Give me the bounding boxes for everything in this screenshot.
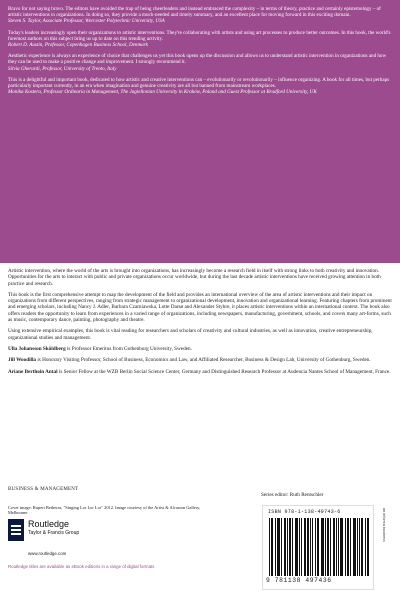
barcode-bar: [281, 518, 282, 576]
editor-bio: [8, 357, 394, 363]
barcode-bar: [354, 518, 355, 576]
description-paragraph: Artistic intervention, where the world of the arts is brought into organizations, has increasingly become a research field in itself with strong links to both creativity and innovation. Opportunities for the arts to interact with public and private organizations occur worldwide, but during the last decade artistic interventions have received growing attention in both practice and research.: [8, 268, 381, 287]
barcode-bar: [336, 518, 337, 576]
barcode-bar: [325, 518, 326, 576]
review-text: This is a delightful and important book, dedicated to how artistic and creative interventions can – evolutionarily or revolutionarily – influence organizing. A book for all times, but perhaps particularly important currently, in an era when imagination and genuine creativity are all but banned from mainstream workplaces.: [8, 76, 390, 90]
routledge-mark-icon: [8, 519, 24, 541]
review-4: [8, 77, 392, 96]
barcode-bar: [334, 518, 335, 576]
editor-bio-text: is Professor Emeritus from Gothenburg University, Sweden.: [65, 345, 192, 352]
editor-name: Ulla Johansson Sköldberg: [8, 345, 66, 352]
barcode-bar: [287, 518, 288, 576]
barcode-bar: [305, 518, 306, 576]
barcode-bar: [359, 518, 360, 576]
barcode-bar: [361, 518, 362, 576]
barcode-bar: [272, 518, 273, 576]
description-paragraph: Using extensive empirical examples, this book is vital reading for researchers and scholars of creativity and cultural industries, as well as innovation, creative entrepreneurship, organizational studies and management.: [8, 328, 373, 341]
editor-bio: [8, 369, 394, 375]
barcode-bar: [348, 518, 349, 576]
review-text: Aesthetic experience is always an experience of choice that challenges us yet this book opens up the discussion and allows us to understand artistic intervention in organizations and how they can be used to make a positive change and improvement. I strongly recommend it.: [8, 53, 387, 66]
barcode-bar: [357, 518, 358, 576]
barcode-bar: [299, 518, 300, 576]
barcode-bar: [318, 518, 319, 576]
barcode-number: 9 781138 497436: [266, 577, 332, 584]
barcode-bar: [327, 518, 328, 576]
editor-bio: [8, 346, 394, 352]
book-description: [8, 268, 394, 380]
barcode-bar: [315, 518, 316, 576]
review-attribution: Silvia Gherardi, Professor, University of Trento, Italy: [8, 65, 117, 72]
barcode-bar: [322, 518, 323, 576]
barcode-bar: [368, 518, 369, 576]
cover-credit: Cover image: Rupert Betheras, "Singing Lor Lor Lor" 2012. Image courtesy of the Artist & Alcaston Gallery, Melbourne.: [8, 505, 201, 516]
barcode-bar: [353, 518, 354, 576]
barcode-bar: [275, 518, 276, 576]
barcode-bar: [350, 518, 351, 576]
barcode-bar: [323, 518, 324, 576]
barcode-bar: [292, 518, 293, 576]
editor-name: Jill Woodilla: [8, 357, 37, 364]
isbn-label: ISBN 978-1-138-49743-6: [268, 509, 341, 515]
barcode-bar: [307, 518, 308, 576]
publisher-url[interactable]: www.routledge.com: [28, 551, 67, 556]
barcode-bar: [289, 518, 290, 576]
barcode-bar: [317, 518, 318, 576]
barcode-bar: [284, 518, 285, 576]
barcode-bar: [296, 518, 297, 576]
editor-name: Ariane Berthoin Antal: [8, 368, 58, 375]
barcode-bar: [342, 518, 343, 576]
review-2: [8, 30, 392, 49]
barcode-block: [262, 505, 374, 590]
barcode-bar: [304, 518, 305, 576]
barcode-bar: [362, 518, 363, 576]
barcode-bar: [279, 518, 280, 576]
barcode-bar: [290, 518, 291, 576]
barcode-bar: [341, 518, 342, 576]
reviews-band: [0, 0, 400, 263]
barcode-bar: [347, 518, 348, 576]
ebook-note: Routledge titles are available as eBook editions in a range of digital formats: [8, 564, 155, 569]
description-paragraph: This book is the first comprehensive attempt to map the development of the field and provides an international overview of the area of artistic interventions and their impact on organizations from different perspectives, ranging from strategic management to organizational development, innovation and organizational learning. Featuring chapters from prominent and emerging scholars, including Nancy J. Adler, Barbara Czarniawska, Lotte Darsø and Alexander Styhre, it places artistic interventions within an international context. The book also offers readers the opportunity to learn from experiences in a varied range of organizations, including newspapers, manufacturing, government, schools, and covers many art-forms, such as music, contemporary dance, painting, photography and theatre.: [8, 291, 392, 324]
publisher-group: Taylor & Francis Group: [28, 530, 80, 536]
subject-category: BUSINESS & MANAGEMENT: [8, 487, 79, 492]
barcode-bar: [321, 518, 322, 576]
barcode-bar: [365, 518, 366, 576]
review-attribution: Robert D. Austin, Professor, Copenhagen Business School, Denmark: [8, 42, 148, 49]
review-attribution: Steven S. Taylor, Associate Professor, Worcester Polytechnic University, USA: [8, 18, 165, 25]
barcode-icon: [269, 518, 369, 576]
imprint-note: an informa business: [382, 508, 386, 542]
barcode-bar: [297, 518, 298, 576]
barcode-bar: [355, 518, 356, 576]
review-text: Bravo for not saying bravo. The editors have avoided the trap of being cheerleaders and instead embraced the complexity – in terms of theory, practice and certainly epistemology – of artistic interventions in organizations. In doing so, they provide a much-needed and timely summary, and an excellent place for moving forward in this exciting domain.: [8, 6, 381, 19]
barcode-bar: [338, 518, 339, 576]
barcode-bar: [301, 518, 302, 576]
review-1: [8, 6, 392, 25]
review-3: [8, 53, 392, 72]
barcode-bar: [308, 518, 309, 576]
barcode-bar: [312, 518, 313, 576]
barcode-bar: [295, 518, 296, 576]
barcode-bar: [277, 518, 278, 576]
series-editor: Series editor: Ruth Rentschler: [261, 492, 324, 498]
barcode-bar: [278, 518, 279, 576]
barcode-bar: [271, 518, 272, 576]
barcode-bar: [269, 518, 270, 576]
publisher-logo: [8, 519, 128, 549]
review-attribution: Monika Kostera, Professor Ordinaria in Management, The Jagiellonian University in Kraków, Poland and Guest Professor at Bradford University, UK: [8, 89, 317, 96]
editor-bio-text: is Honorary Visiting Professor, School of Business, Economics and Law, and Affiliated Researcher, Business & Design Lab, University of Gothenburg, Sweden.: [36, 357, 371, 364]
barcode-bar: [367, 518, 368, 576]
review-text: Today's leaders increasingly open their organizations to artistic interventions. They're collaborating with artists and using art processes to produce better outcomes. In this book, the world's foremost authors on this subject bring us up to date on this trending activity.: [8, 29, 391, 42]
barcode-bar: [328, 518, 329, 576]
barcode-bar: [310, 518, 311, 576]
publisher-name: Routledge: [28, 519, 70, 529]
barcode-bar: [285, 518, 286, 576]
barcode-bar: [333, 518, 334, 576]
barcode-bar: [340, 518, 341, 576]
barcode-bar: [330, 518, 331, 576]
editor-bio-text: is Senior Fellow at the WZB Berlin Social Science Center, Germany and Distinguished Research Professor at Audencia Nantes School of Management, France.: [57, 368, 391, 375]
barcode-bar: [345, 518, 346, 576]
